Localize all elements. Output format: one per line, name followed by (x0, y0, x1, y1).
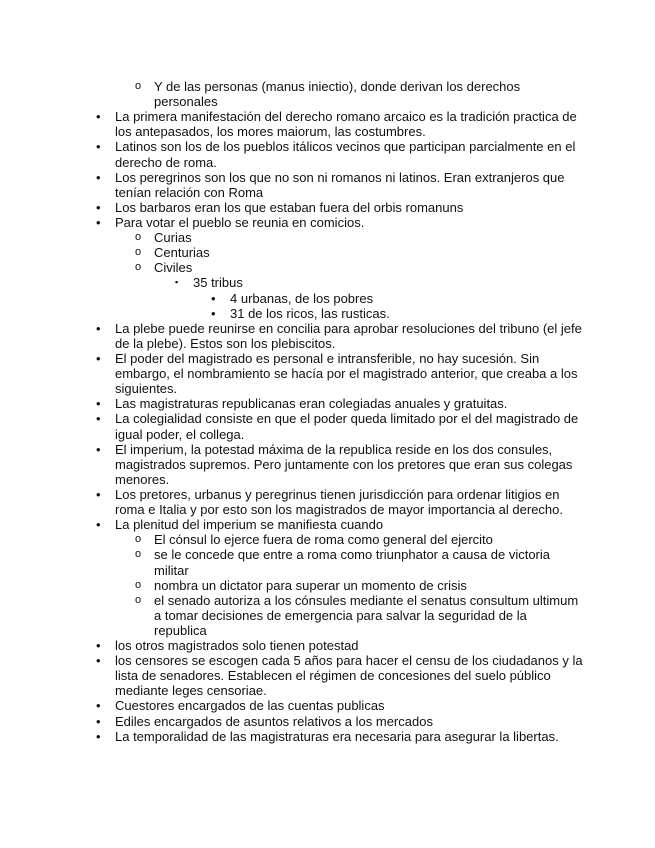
text-line: El poder del magistrado es personal e intransferible, no hay sucesión. Sin (115, 350, 540, 366)
text-line: tenían relación con Roma (115, 184, 264, 200)
list-item-level-1 (0, 215, 655, 230)
bullet-icon: • (96, 653, 101, 669)
text-line: 35 tribus (193, 275, 243, 291)
text-line: Cuestores encargados de las cuentas publicas (115, 698, 385, 714)
text-line: de la plebe). Estos son los plebiscitos. (115, 335, 336, 351)
circle-bullet-icon: o (135, 593, 142, 606)
circle-bullet-icon: o (135, 578, 142, 591)
list-item-level-1 (0, 411, 655, 441)
list-item-level-2 (0, 245, 655, 260)
square-bullet-icon: ▪ (175, 277, 179, 288)
list-item-level-3 (0, 275, 655, 290)
text-line: magistrados supremos. Pero juntamente con los pretores que eran sus colegas (115, 456, 573, 472)
text-line: 4 urbanas, de los pobres (230, 290, 374, 306)
list-item-level-2 (0, 79, 655, 109)
list-item-level-2 (0, 532, 655, 547)
list-item-level-1 (0, 698, 655, 713)
list-item-level-1 (0, 321, 655, 351)
text-line: Civiles (154, 260, 193, 276)
bullet-icon: • (96, 320, 101, 336)
list-item-level-1 (0, 729, 655, 744)
circle-bullet-icon: o (135, 261, 142, 274)
circle-bullet-icon: o (135, 533, 142, 546)
text-line: Los pretores, urbanus y peregrinus tienen jurisdicción para ordenar litigios en (115, 486, 560, 502)
bullet-icon: • (96, 441, 101, 457)
text-line: embargo, el nombramiento se hacía por el magistrado anterior, que creaba a los (115, 366, 578, 382)
text-line: El imperium, la potestad máxima de la republica reside en los dos consules, (115, 441, 553, 457)
text-line: roma e Italia y por esto son los magistrados de mayor importancia al derecho. (115, 502, 563, 518)
list-item-level-4 (0, 291, 655, 306)
list-item-level-1 (0, 200, 655, 215)
bullet-icon: • (96, 169, 101, 185)
bullet-icon: • (211, 305, 216, 321)
list-item-level-2 (0, 547, 655, 577)
bullet-icon: • (96, 698, 101, 714)
text-line: igual poder, el collega. (115, 426, 245, 442)
list-item-level-2 (0, 578, 655, 593)
circle-bullet-icon: o (135, 80, 142, 92)
text-line: Latinos son los de los pueblos itálicos vecinos que participan parcialmente en el (115, 139, 576, 155)
text-line: La primera manifestación del derecho romano arcaico es la tradición practica de (115, 109, 577, 125)
circle-bullet-icon: o (135, 231, 142, 244)
list-item-level-2 (0, 593, 655, 638)
text-line: Ediles encargados de asuntos relativos a los mercados (115, 713, 433, 729)
list-item-level-1 (0, 139, 655, 169)
list-item-level-1 (0, 396, 655, 411)
list-item-level-1 (0, 109, 655, 139)
text-line: republica (154, 622, 207, 638)
text-line: Los barbaros eran los que estaban fuera del orbis romanuns (115, 199, 464, 215)
text-line: el senado autoriza a los cónsules mediante el senatus consultum ultimum (154, 592, 579, 608)
list-item-level-1 (0, 170, 655, 200)
bullet-icon: • (211, 290, 216, 306)
text-line: menores. (115, 471, 170, 487)
document-body (0, 79, 655, 744)
text-line: se le concede que entre a roma como triunphator a causa de victoria (154, 547, 551, 563)
bullet-icon: • (96, 350, 101, 366)
text-line: La plenitud del imperium se manifiesta cuando (115, 517, 384, 533)
text-line: los censores se escogen cada 5 años para hacer el censu de los ciudadanos y la (115, 653, 583, 669)
text-line: derecho de roma. (115, 154, 217, 170)
text-line: La colegialidad consiste en que el poder queda limitado por el del magistrado de (115, 411, 579, 427)
bullet-icon: • (96, 728, 101, 744)
text-line: La plebe puede reunirse en concilia para aprobar resoluciones del tribuno (el jefe (115, 320, 582, 336)
list-item-level-1 (0, 517, 655, 532)
text-line: los antepasados, los mores maiorum, las costumbres. (115, 124, 426, 140)
text-line: lista de senadores. Establecen el régimen de concesiones del suelo público (115, 668, 551, 684)
circle-bullet-icon: o (135, 246, 142, 259)
text-line: mediante leges censoriae. (115, 683, 267, 699)
list-item-level-2 (0, 230, 655, 245)
list-item-level-1 (0, 442, 655, 487)
text-line: siguientes. (115, 381, 178, 397)
list-item-level-1 (0, 714, 655, 729)
text-line: Para votar el pueblo se reunia en comicios. (115, 214, 365, 230)
text-line: La temporalidad de las magistraturas era necesaria para asegurar la libertas. (115, 728, 559, 744)
list-item-level-1 (0, 653, 655, 698)
bullet-icon: • (96, 214, 101, 230)
list-item-level-1 (0, 351, 655, 396)
text-line: 31 de los ricos, las rusticas. (230, 305, 390, 321)
bullet-icon: • (96, 109, 101, 125)
bullet-icon: • (96, 486, 101, 502)
list-item-level-1 (0, 638, 655, 653)
text-line: Centurias (154, 245, 210, 261)
text-line: nombra un dictator para superar un momento de crisis (154, 577, 467, 593)
text-line: Y de las personas (manus iniectio), donde derivan los derechos (154, 79, 521, 94)
bullet-icon: • (96, 517, 101, 533)
bullet-icon: • (96, 396, 101, 412)
list-item-level-2 (0, 260, 655, 275)
bullet-icon: • (96, 638, 101, 654)
bullet-icon: • (96, 411, 101, 427)
bullet-icon: • (96, 139, 101, 155)
text-line: los otros magistrados solo tienen potestad (115, 638, 359, 654)
text-line: a tomar decisiones de emergencia para salvar la seguridad de la (154, 607, 527, 623)
list-item-level-1 (0, 487, 655, 517)
circle-bullet-icon: o (135, 548, 142, 561)
text-line: personales (154, 94, 218, 110)
bullet-icon: • (96, 713, 101, 729)
list-item-level-4 (0, 306, 655, 321)
text-line: Curias (154, 230, 192, 246)
text-line: Las magistraturas republicanas eran colegiadas anuales y gratuitas. (115, 396, 508, 412)
text-line: militar (154, 562, 189, 578)
text-line: El cónsul lo ejerce fuera de roma como general del ejercito (154, 532, 493, 548)
bullet-icon: • (96, 199, 101, 215)
text-line: Los peregrinos son los que no son ni romanos ni latinos. Eran extranjeros que (115, 169, 565, 185)
